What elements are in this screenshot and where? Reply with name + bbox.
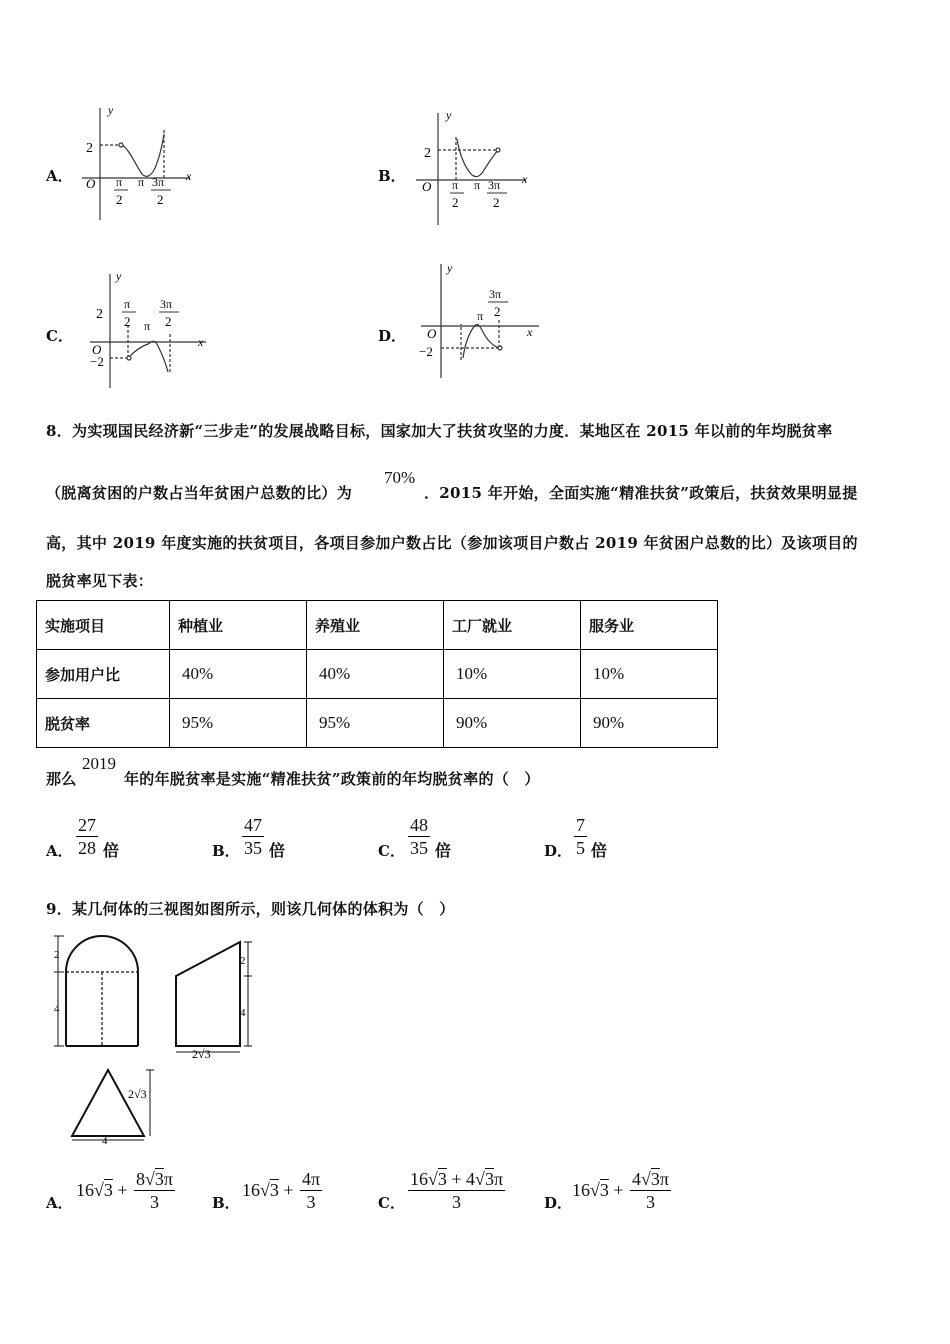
table-cell: 90% [444, 699, 581, 748]
y-label: y [446, 108, 452, 122]
radicand-two: 3 [484, 1169, 494, 1189]
label-two: 2 [96, 307, 103, 322]
numerator: 48 [410, 815, 428, 835]
label-three-pi-num: 3π [488, 178, 501, 192]
q9-side-view [168, 932, 258, 1060]
q7-graph-c [84, 268, 214, 393]
q9-option-c-fraction[interactable]: $\frac{16√3 + 4√3\pi}{3}$ [410, 1169, 504, 1212]
table-cell: 95% [307, 699, 444, 748]
numerator: 47 [244, 815, 262, 835]
coef: 8 [136, 1169, 145, 1189]
label-two: 2 [424, 146, 431, 161]
label-three-pi-num: 3π [160, 297, 173, 311]
q9-front-view [48, 932, 158, 1052]
pi: π [659, 1169, 669, 1189]
q8-line-4: 脱贫率见下表： [46, 572, 154, 590]
q8-line-3: 高，其中 2019 年度实施的扶贫项目，各项目参加户数占比（参加该项目户数占 2019 年贫困户总数的比）及该项目的 [46, 534, 858, 552]
label-three-pi-den: 2 [494, 304, 501, 319]
q8-option-c-label[interactable]: C． [378, 842, 405, 860]
label-half-pi-den: 2 [116, 192, 123, 207]
q8-question-a: 那么 [46, 770, 77, 788]
label-three-pi-num: 3π [152, 175, 165, 189]
q8-percent-70: 70% [384, 468, 416, 487]
q7-graph-d [415, 258, 545, 383]
q8-option-d-label[interactable]: D． [544, 842, 573, 860]
radicand: 3 [269, 1180, 279, 1200]
q8-option-d-suffix: 倍 [591, 841, 608, 860]
q9-top-view [62, 1064, 172, 1146]
label-three-pi-num: 3π [489, 287, 502, 301]
table-header-cell: 实施项目 [37, 601, 170, 650]
q7-option-c-label: C． [46, 327, 73, 345]
plus-sign: + [117, 1180, 128, 1200]
lead-coef: 16 [410, 1169, 428, 1189]
q8-option-c-fraction[interactable] [408, 814, 430, 859]
table-cell: 10% [581, 650, 718, 699]
lead-coef: 16 [572, 1180, 590, 1200]
q9-option-b-fraction [300, 1168, 322, 1213]
q8-option-b-label[interactable]: B． [212, 842, 240, 860]
pi: π [163, 1169, 173, 1189]
label-three-pi-den: 2 [157, 192, 164, 207]
q7-option-d-label: D． [378, 327, 407, 345]
x-label: x [198, 335, 204, 349]
q8-option-a-fraction[interactable] [76, 814, 98, 859]
denominator: 3 [645, 1192, 655, 1212]
origin-label: O [427, 326, 437, 341]
dim-two: 2 [240, 955, 246, 967]
table-row [37, 699, 718, 748]
denominator: 3 [149, 1192, 159, 1212]
label-three-pi-den: 2 [165, 314, 172, 329]
table-cell: 10% [444, 650, 581, 699]
q7-option-b-label: B． [378, 167, 406, 185]
q8-option-d-fraction[interactable] [574, 814, 587, 859]
q9-option-d-label[interactable]: D． [544, 1194, 573, 1212]
x-label: x [186, 169, 192, 183]
table-cell: 40% [307, 650, 444, 699]
label-neg-two: −2 [419, 344, 433, 359]
label-neg-two: −2 [90, 354, 104, 369]
label-pi: π [138, 175, 145, 189]
table-header-cell: 养殖业 [307, 601, 444, 650]
denominator: 35 [410, 838, 428, 858]
label-pi: π [477, 309, 484, 323]
pi: π [493, 1169, 504, 1189]
radicand: 3 [103, 1180, 113, 1200]
x-label: x [527, 325, 533, 339]
radicand: 3 [154, 1169, 164, 1189]
q8-question-b: 年的年脱贫率是实施“精准扶贫”政策前的年均脱贫率的（ ） [124, 770, 540, 788]
numerator: 4π [302, 1169, 321, 1189]
label-half-pi-num: π [452, 178, 459, 192]
label-half-pi-num: π [116, 175, 123, 189]
dim-four: 4 [54, 1003, 60, 1015]
table-row-label: 脱贫率 [37, 699, 170, 748]
radicand: 3 [437, 1169, 447, 1189]
q9-option-c-label[interactable]: C． [378, 1194, 405, 1212]
table-cell: 90% [581, 699, 718, 748]
denominator: 5 [576, 838, 585, 858]
table-header-cell: 种植业 [170, 601, 307, 650]
plus-coef: + 4 [451, 1169, 476, 1189]
q7-option-a-label: A． [46, 167, 73, 185]
plus-sign: + [613, 1180, 624, 1200]
q9-option-d-expression[interactable]: 16√3 + [572, 1180, 624, 1200]
y-label: y [116, 269, 122, 283]
q8-option-a-suffix: 倍 [103, 841, 120, 860]
q7-graph-b [410, 105, 535, 230]
origin-label: O [92, 342, 102, 357]
label-pi: π [474, 178, 481, 192]
radicand: 3 [650, 1169, 660, 1189]
dim-two-root-three: 2√3 [192, 1047, 211, 1060]
dim-two-root-three: 2√3 [128, 1087, 147, 1101]
label-three-pi-den: 2 [493, 195, 500, 210]
q9-option-a-fraction: $\frac{8√3\pi}{3}$ [136, 1169, 173, 1212]
q9-option-b-label[interactable]: B． [212, 1194, 240, 1212]
table-row [37, 650, 718, 699]
radicand: 3 [599, 1180, 609, 1200]
dim-four: 4 [240, 1007, 246, 1019]
denominator: 3 [452, 1192, 462, 1212]
plus-sign: + [283, 1180, 294, 1200]
q9-option-a-label[interactable]: A． [46, 1194, 73, 1212]
q8-option-a-label[interactable]: A． [46, 842, 73, 860]
label-half-pi-num: π [124, 297, 131, 311]
denominator: 3 [306, 1192, 316, 1212]
dim-four: 4 [102, 1135, 108, 1146]
origin-label: O [422, 179, 432, 194]
lead-coef: 16 [76, 1180, 94, 1200]
q8-line-1: 8．为实现国民经济新“三步走”的发展战略目标，国家加大了扶贫攻坚的力度．某地区在 2015 年以前的年均脱贫率 [46, 422, 833, 440]
coef: 4 [632, 1169, 641, 1189]
q8-option-b-suffix: 倍 [269, 841, 286, 860]
q8-option-b-fraction[interactable] [242, 814, 264, 859]
q8-line-2a: （脱离贫困的户数占当年贫困户总数的比）为 [46, 484, 353, 502]
table-cell: 40% [170, 650, 307, 699]
label-half-pi-den: 2 [124, 314, 131, 329]
dim-two: 2 [54, 949, 60, 961]
x-label: x [522, 172, 528, 186]
table-header-cell: 服务业 [581, 601, 718, 650]
q9-option-b-expression[interactable]: 16√3 + [242, 1180, 294, 1200]
origin-label: O [86, 176, 96, 191]
y-label: y [447, 261, 453, 275]
table-header-row [37, 601, 718, 650]
y-label: y [108, 103, 114, 117]
denominator: 35 [244, 838, 262, 858]
denominator: 28 [78, 838, 96, 858]
numerator: 7 [576, 815, 585, 835]
q8-line-2b: ．2015 年开始，全面实施“精准扶贫”政策后，扶贫效果明显提 [424, 484, 858, 502]
q8-question-year: 2019 [82, 754, 116, 773]
q9-option-d-fraction: $\frac{4√3\pi}{3}$ [632, 1169, 669, 1212]
q9-option-a-expression[interactable]: 16√3 + [76, 1180, 128, 1200]
table-cell: 95% [170, 699, 307, 748]
label-two: 2 [86, 141, 93, 156]
numerator: 27 [78, 815, 96, 835]
table-row-label: 参加用户比 [37, 650, 170, 699]
label-half-pi-den: 2 [452, 195, 459, 210]
poverty-table [36, 600, 718, 748]
label-pi: π [144, 319, 151, 333]
q8-option-c-suffix: 倍 [435, 841, 452, 860]
lead-coef: 16 [242, 1180, 260, 1200]
q7-graph-a [78, 100, 198, 225]
q9-text: 9．某几何体的三视图如图所示，则该几何体的体积为（ ） [46, 900, 455, 918]
table-header-cell: 工厂就业 [444, 601, 581, 650]
